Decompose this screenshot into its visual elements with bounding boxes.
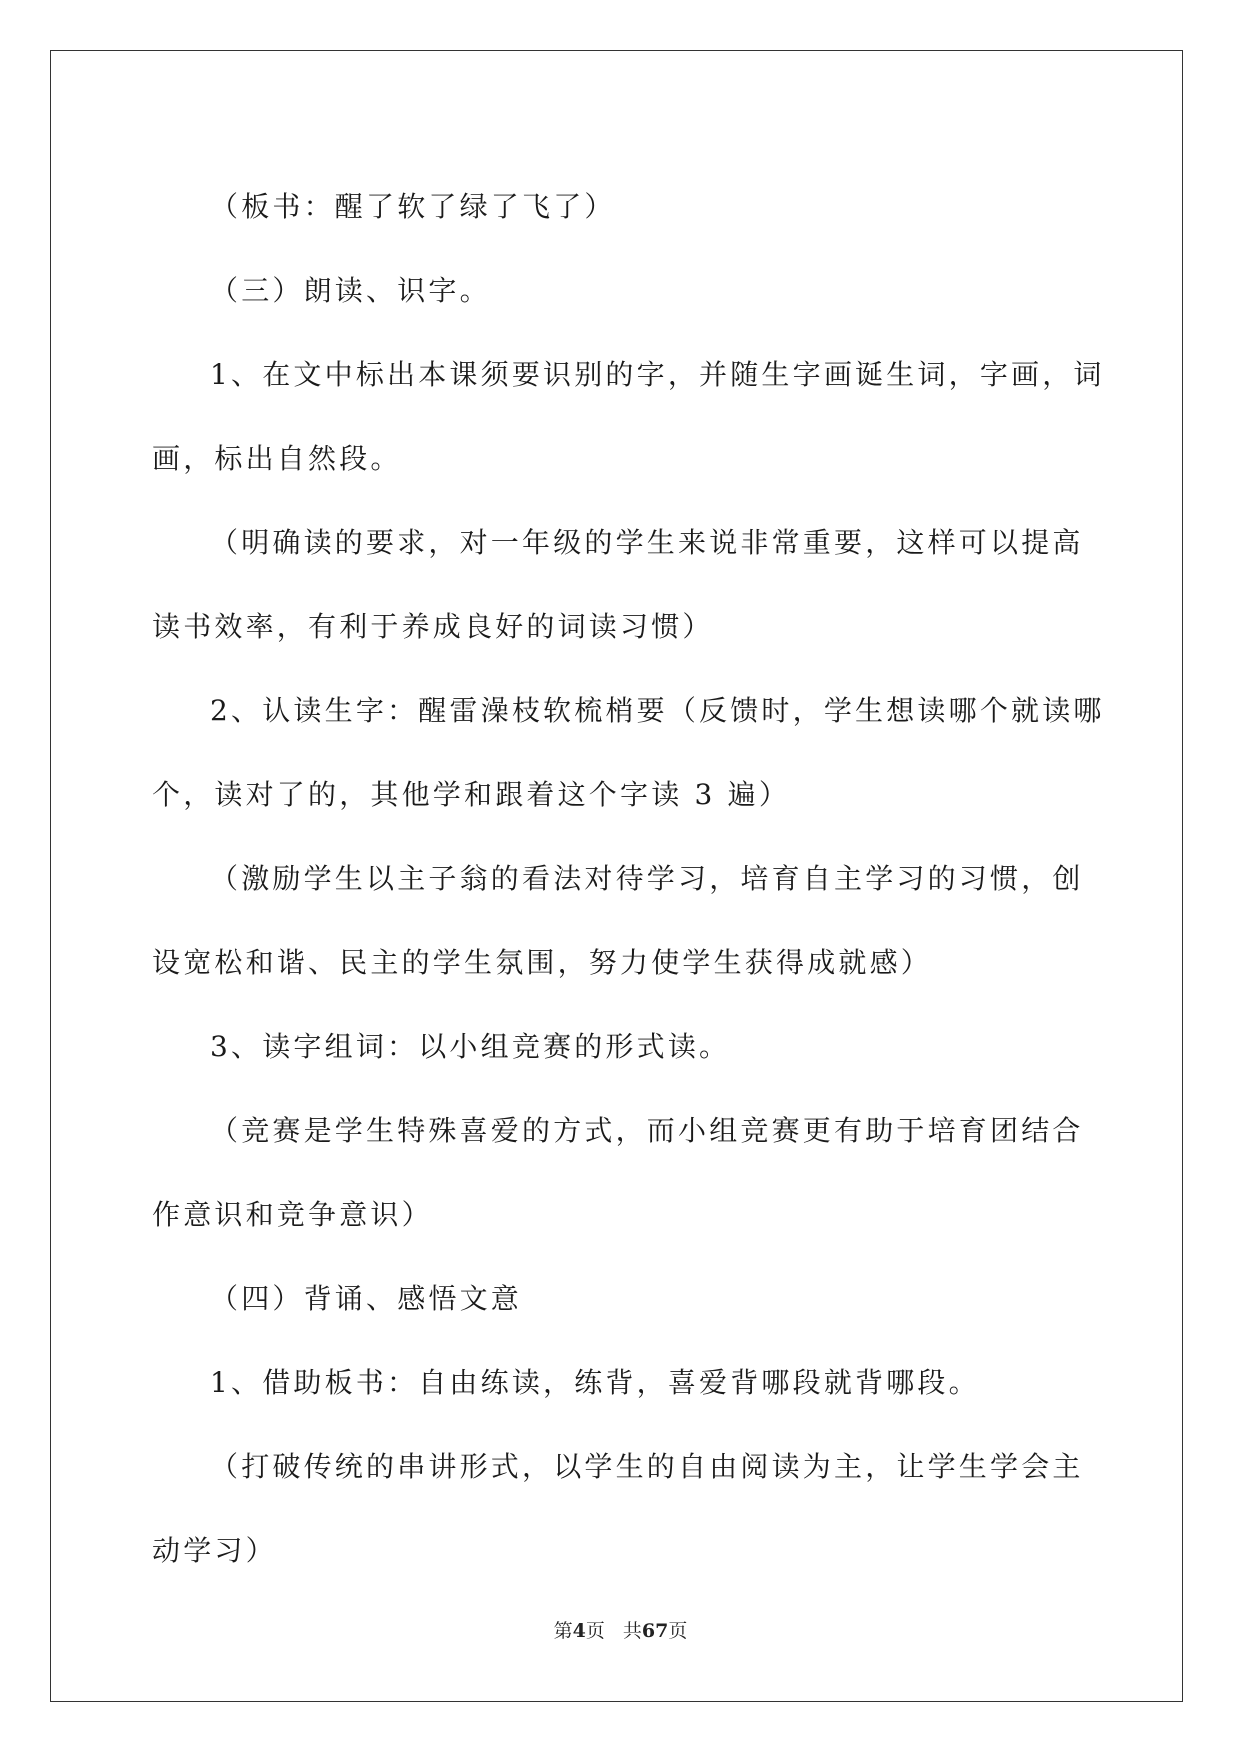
page-footer bbox=[0, 1616, 1241, 1643]
text-line: （激励学生以主子翁的看法对待学习，培育自主学习的习惯，创 bbox=[210, 862, 1084, 895]
text-line: （四）背诵、感悟文意 bbox=[210, 1282, 523, 1315]
text-line: 2、认读生字：醒雷澡枝软梳梢要（反馈时，学生想读哪个就读哪 bbox=[210, 694, 1105, 727]
page-suffix: 页 bbox=[585, 1620, 605, 1642]
text-line: （板书：醒了软了绿了飞了） bbox=[210, 190, 616, 223]
document-body bbox=[152, 165, 1105, 1593]
text-line: 画，标出自然段。 bbox=[152, 442, 402, 475]
text-line: 个，读对了的，其他学和跟着这个字读 3 遍） bbox=[152, 778, 791, 811]
total-suffix: 页 bbox=[668, 1620, 688, 1642]
text-line: 动学习） bbox=[152, 1534, 277, 1567]
text-line: （竞赛是学生特殊喜爱的方式，而小组竞赛更有助于培育团结合 bbox=[210, 1114, 1084, 1147]
text-line: 设宽松和谐、民主的学生氛围，努力使学生获得成就感） bbox=[152, 946, 933, 979]
text-line: 作意识和竞争意识） bbox=[152, 1198, 433, 1231]
total-pages: 67 bbox=[641, 1620, 669, 1642]
page-number: 4 bbox=[572, 1620, 586, 1642]
text-line: （打破传统的串讲形式，以学生的自由阅读为主，让学生学会主 bbox=[210, 1450, 1084, 1483]
text-line: 1、借助板书：自由练读，练背，喜爱背哪段就背哪段。 bbox=[210, 1366, 980, 1399]
text-line: 读书效率，有利于养成良好的词读习惯） bbox=[152, 610, 714, 643]
total-prefix: 共 bbox=[622, 1620, 642, 1642]
page-prefix: 第 bbox=[553, 1620, 573, 1642]
text-line: （明确读的要求，对一年级的学生来说非常重要，这样可以提高 bbox=[210, 526, 1084, 559]
text-line: 3、读字组词：以小组竞赛的形式读。 bbox=[210, 1030, 731, 1063]
text-line: （三）朗读、识字。 bbox=[210, 274, 491, 307]
text-line: 1、在文中标出本课须要识别的字，并随生字画诞生词，字画，词 bbox=[210, 358, 1105, 391]
